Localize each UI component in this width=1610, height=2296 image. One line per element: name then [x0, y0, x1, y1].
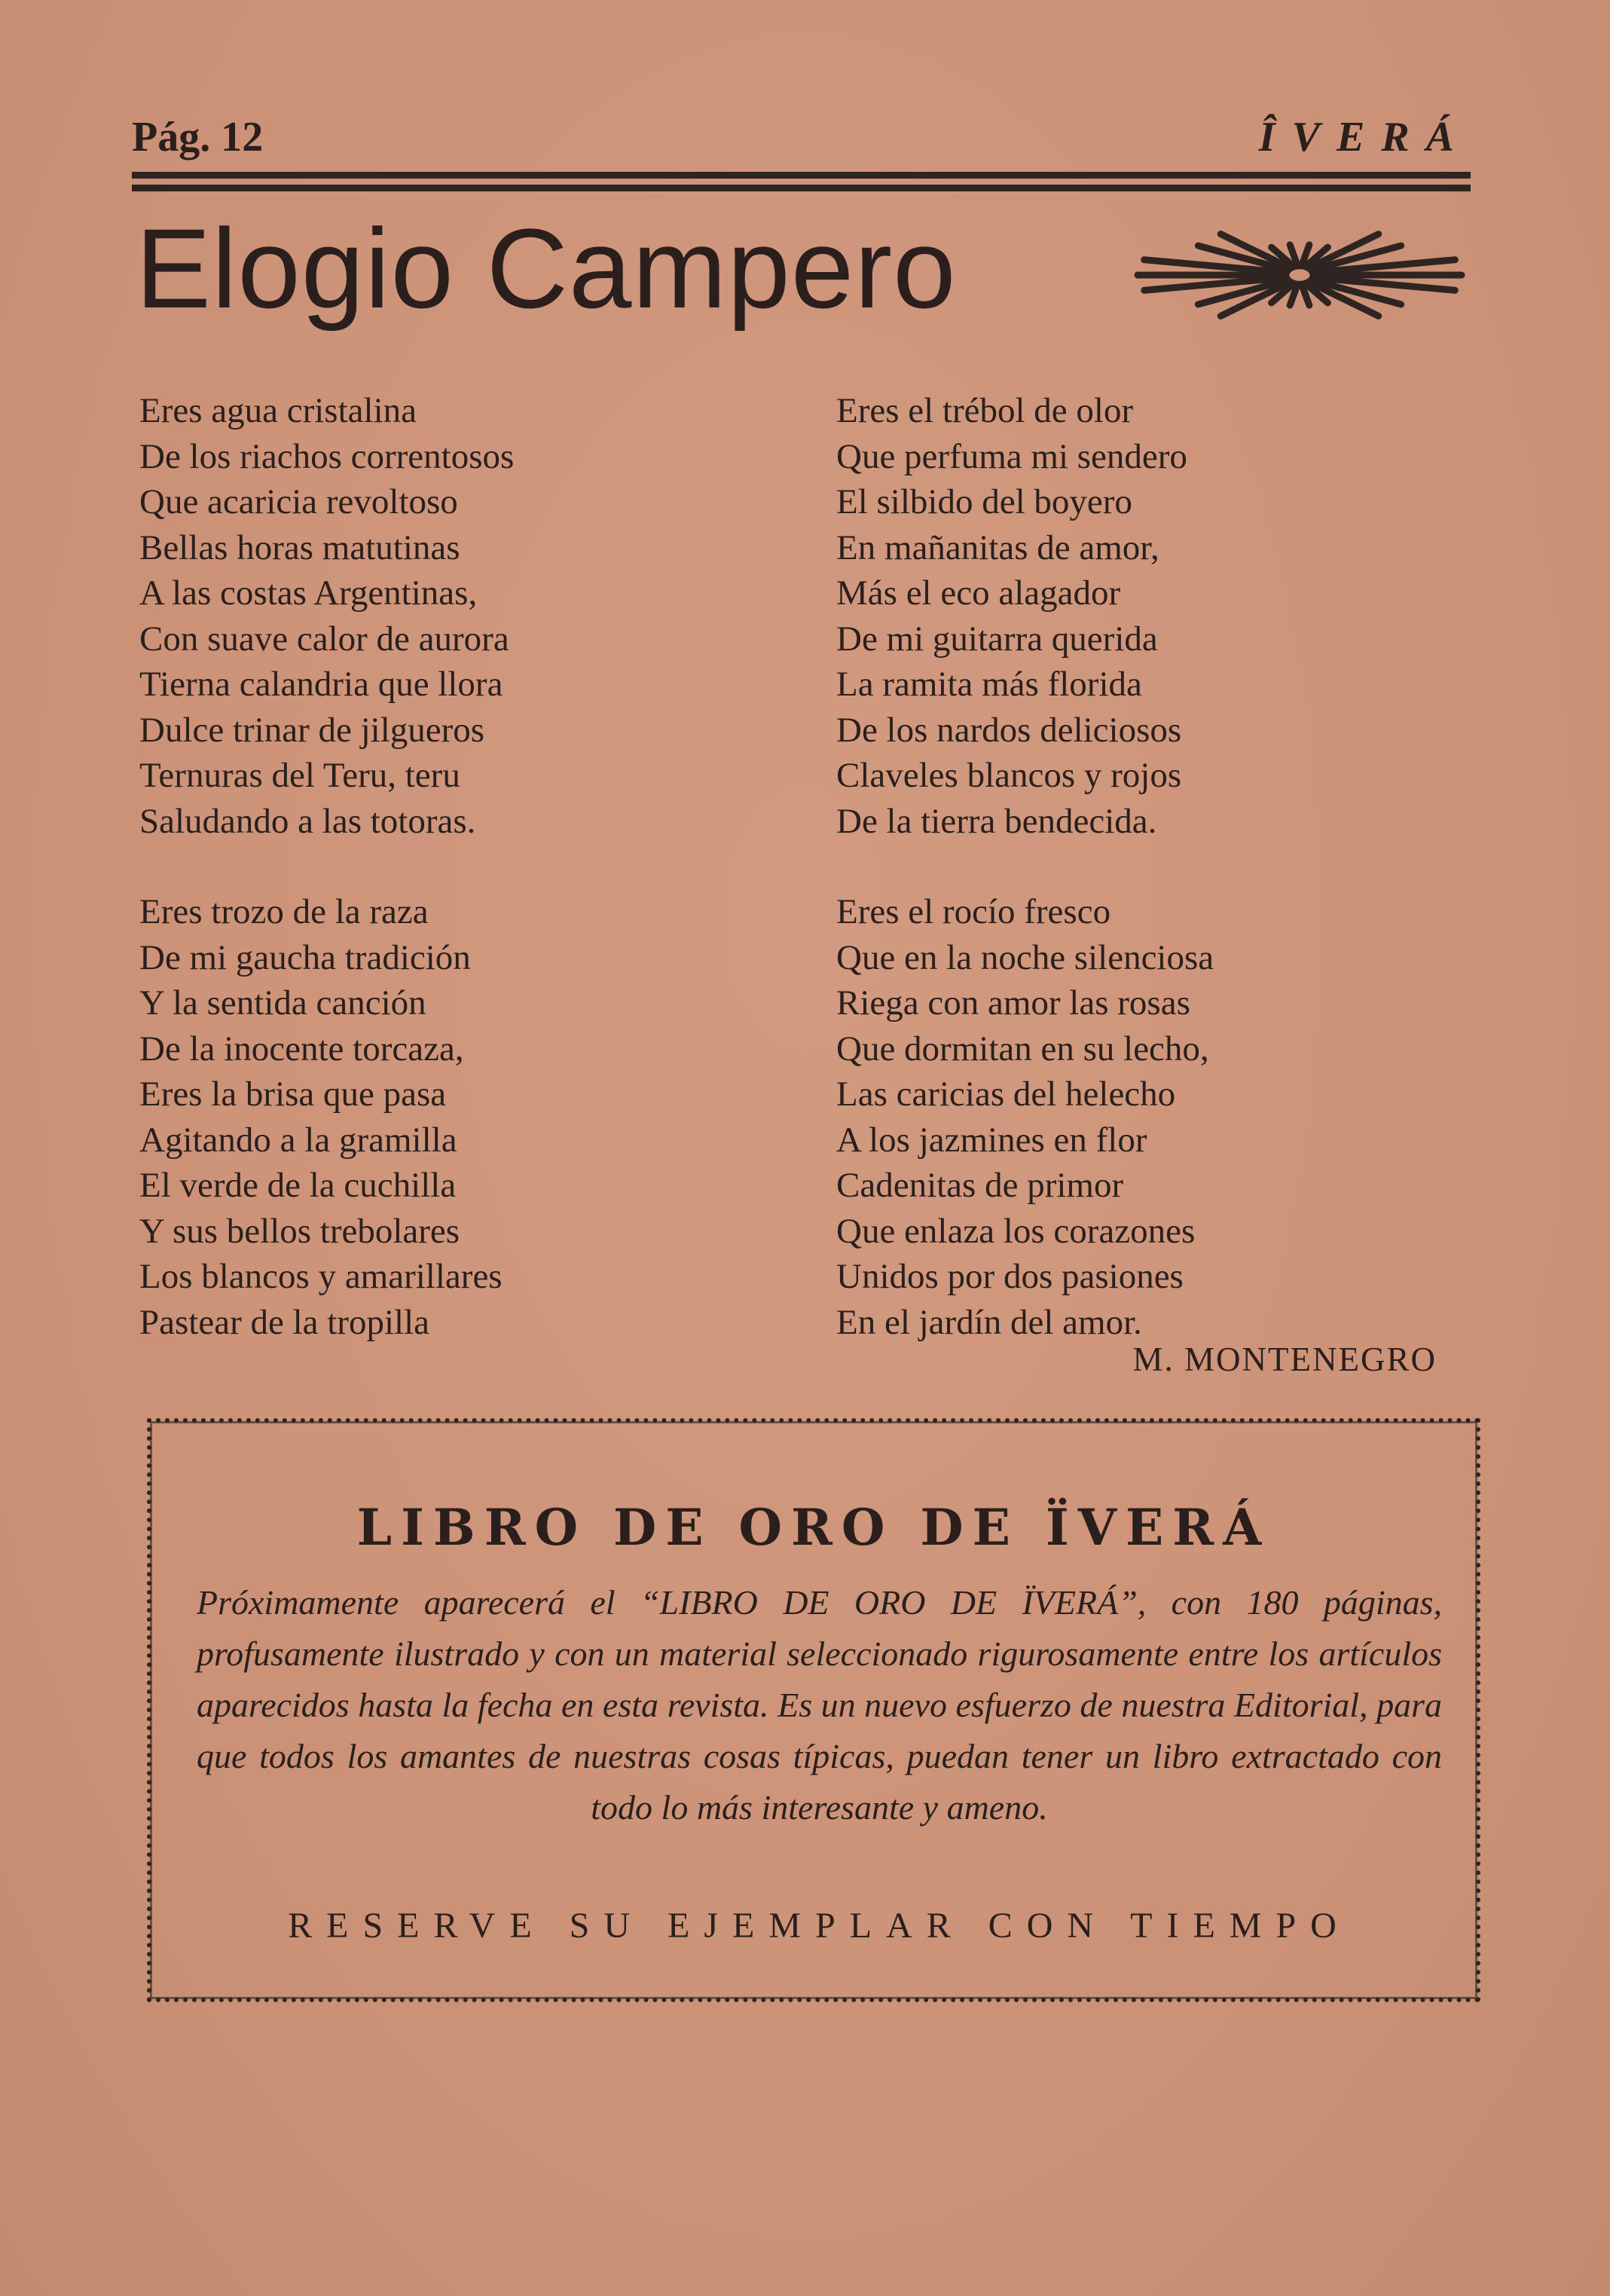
poem-line: En mañanitas de amor, [836, 527, 1159, 567]
poem-line: Que enlaza los corazones [836, 1211, 1196, 1251]
poem-line: El silbido del boyero [836, 482, 1132, 521]
poem-line: De mi gaucha tradición [139, 937, 471, 977]
poem-line: Unidos por dos pasiones [836, 1257, 1184, 1296]
poem-line: Ternuras del Teru, teru [139, 756, 460, 795]
poem-line: Eres el trébol de olor [836, 391, 1134, 430]
poem-line: Saludando a las totoras. [139, 801, 476, 841]
stanza [139, 889, 514, 1345]
poem-line: Cadenitas de primor [836, 1166, 1124, 1205]
poem-line: Claveles blancos y rojos [836, 756, 1182, 795]
poem-line: Pastear de la tropilla [139, 1302, 429, 1342]
poem-line: A los jazmines en flor [836, 1120, 1147, 1160]
ad-body: Próximamente aparecerá el “LIBRO DE ORO DE ÏVERÁ”, con 180 páginas, profusamente ilustrado y con un material seleccionado rigurosamente entre los artículos aparecidos hasta la fecha en esta revista. Es un nuevo esfuerzo de nuestra Editorial, para que todos los amantes de nuestras cosas típicas, puedan tener un libro extractado con todo lo más interesante y ameno. [197, 1583, 1442, 1827]
poem-line: Dulce trinar de jilgueros [139, 710, 485, 750]
poem-line: De los nardos deliciosos [836, 710, 1182, 750]
poem-line: Que en la noche silenciosa [836, 937, 1214, 977]
poem-line: Eres el rocío fresco [836, 892, 1111, 931]
poem-line: De la inocente torcaza, [139, 1029, 464, 1069]
poem-line: Y sus bellos trebolares [139, 1211, 460, 1251]
poem-line: Con suave calor de aurora [139, 619, 509, 659]
poem-line: Bellas horas matutinas [139, 527, 460, 567]
poem-line: Que perfuma mi sendero [836, 436, 1187, 476]
poem-column-right [836, 388, 1214, 1390]
poem-line: Eres agua cristalina [139, 391, 417, 430]
poem-line: De mi guitarra querida [836, 619, 1158, 659]
poem-line: Que acaricia revoltoso [139, 482, 458, 521]
ad-title: LIBRO DE ORO DE ÏVERÁ [356, 1498, 1271, 1557]
poem-column-left [139, 388, 514, 1390]
poem-line: De la tierra bendecida. [836, 801, 1157, 841]
stanza [836, 388, 1214, 844]
poem-line: Los blancos y amarillares [139, 1257, 503, 1296]
poem-line: Tierna calandria que llora [139, 665, 503, 704]
poem-line: Más el eco alagador [836, 573, 1121, 613]
header-rule [132, 185, 1471, 191]
poem-line: Y la sentida canción [139, 983, 426, 1023]
sunburst-ornament-icon [1134, 219, 1465, 332]
poem-line: Eres la brisa que pasa [139, 1075, 447, 1114]
poem-line: En el jardín del amor. [836, 1302, 1142, 1342]
stanza [836, 889, 1214, 1345]
poem-line: La ramita más florida [836, 665, 1142, 704]
poem-line: Riega con amor las rosas [836, 983, 1190, 1023]
page-number: Pág. 12 [132, 114, 264, 161]
header-rule [132, 172, 1471, 179]
poem-line: Eres trozo de la raza [139, 892, 429, 931]
poem-line: A las costas Argentinas, [139, 573, 478, 613]
poem-line: El verde de la cuchilla [139, 1166, 457, 1205]
poem-author: M. MONTENEGRO [1132, 1341, 1437, 1378]
magazine-name: ÎVERÁ [1258, 114, 1471, 161]
poem-line: Que dormitan en su lecho, [836, 1029, 1209, 1069]
advertisement-box [147, 1418, 1480, 2002]
stanza [139, 388, 514, 844]
poem-line: Agitando a la gramilla [139, 1120, 457, 1160]
poem-line: De los riachos correntosos [139, 436, 515, 476]
poem-title: Elogio Campero [136, 205, 957, 332]
poem-line: Las caricias del helecho [836, 1075, 1176, 1114]
ad-footer: RESERVE SU EJEMPLAR CON TIEMPO [288, 1906, 1351, 1946]
